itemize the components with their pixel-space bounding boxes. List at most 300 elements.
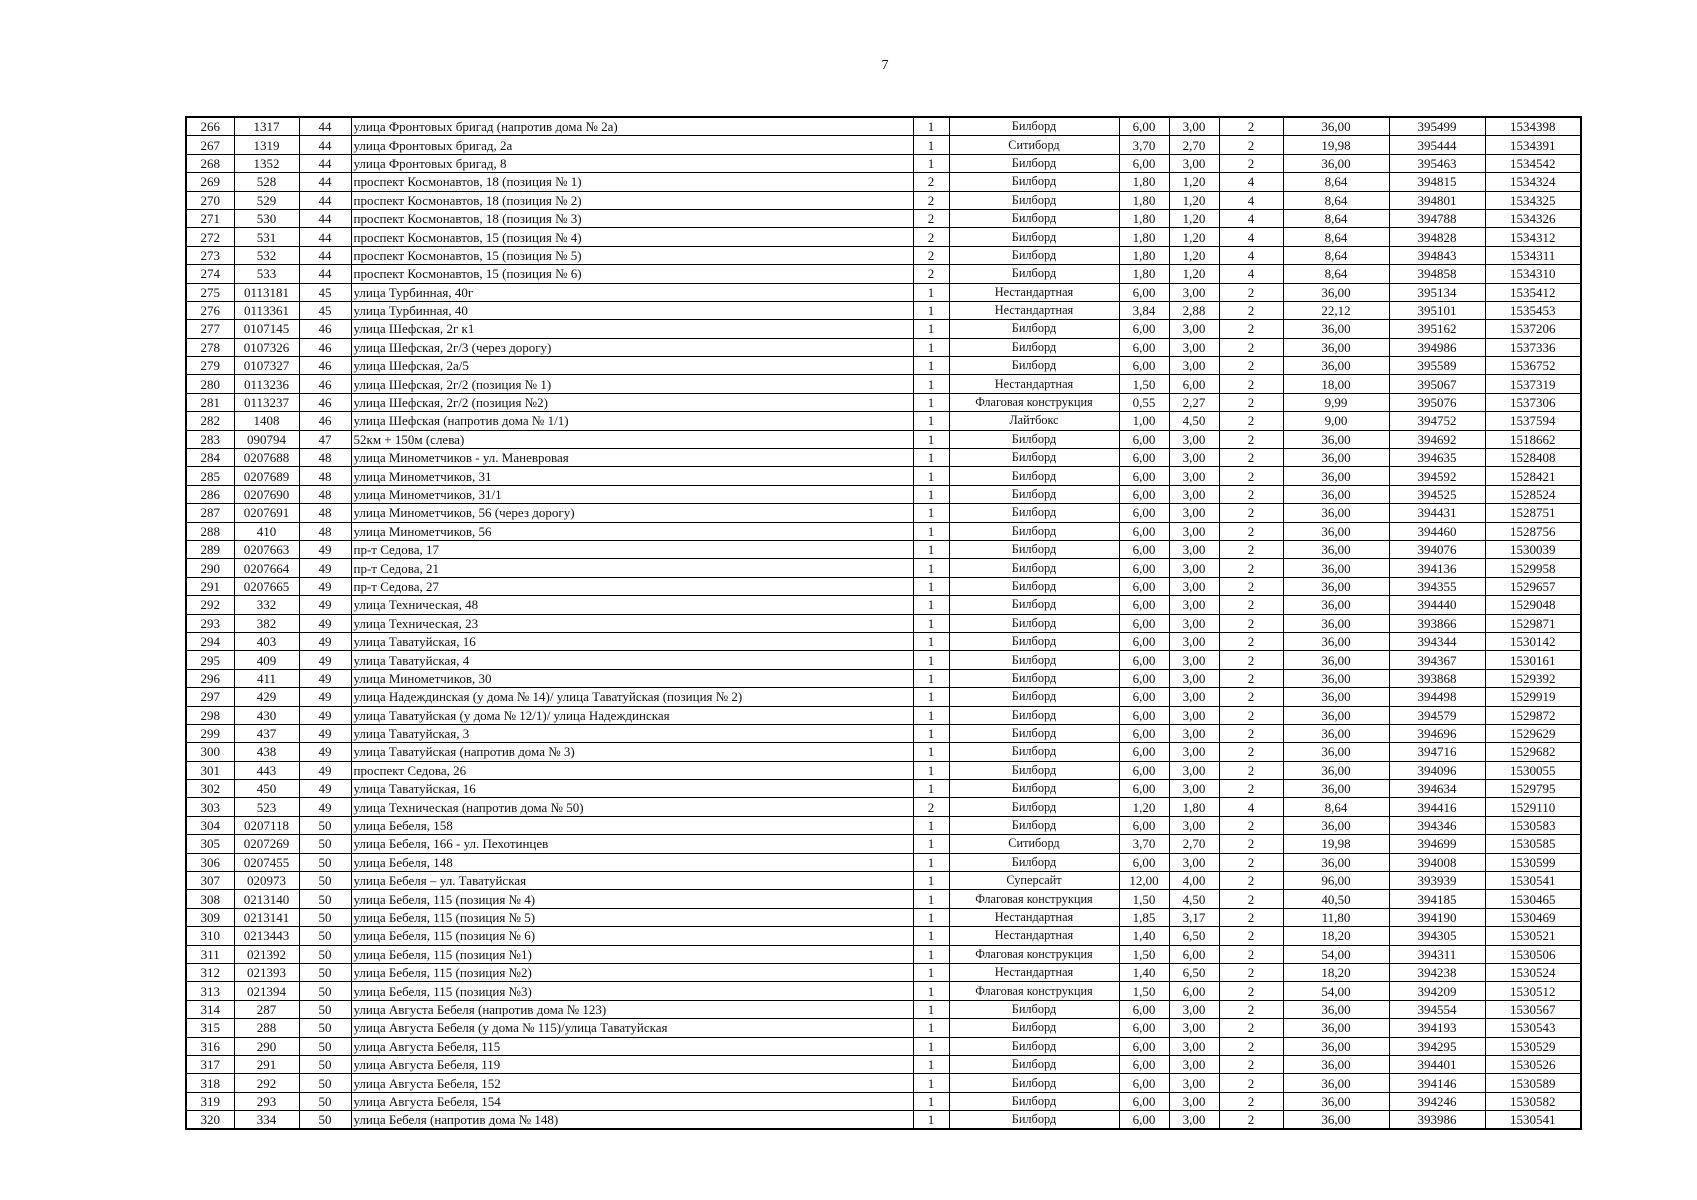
table-row	[186, 173, 1581, 191]
table-row	[186, 393, 1581, 411]
table-row	[186, 596, 1581, 614]
cell-width: 6,00	[1119, 651, 1169, 669]
cell-structure-type: Билборд	[949, 577, 1119, 595]
cell-zone-number: 50	[299, 1037, 351, 1055]
cell-structure-type: Флаговая конструкция	[949, 890, 1119, 908]
cell-width: 6,00	[1119, 1055, 1169, 1073]
cell-address: улица Бебеля, 166 - ул. Пехотинцев	[351, 835, 913, 853]
cell-row-number: 306	[186, 853, 234, 871]
cell-structure-type: Билборд	[949, 669, 1119, 687]
cell-height: 3,00	[1169, 357, 1219, 375]
cell-height: 3,00	[1169, 688, 1219, 706]
cell-coord-x: 394008	[1389, 853, 1485, 871]
table-row	[186, 651, 1581, 669]
cell-faces-count: 2	[1219, 430, 1283, 448]
cell-coord-x: 394858	[1389, 265, 1485, 283]
cell-width: 6,00	[1119, 596, 1169, 614]
cell-height: 1,20	[1169, 173, 1219, 191]
cell-sides-count: 1	[913, 872, 949, 890]
cell-sides-count: 1	[913, 614, 949, 632]
cell-height: 1,80	[1169, 798, 1219, 816]
cell-row-number: 289	[186, 540, 234, 558]
table-body	[186, 117, 1581, 1129]
cell-zone-number: 50	[299, 890, 351, 908]
cell-faces-count: 2	[1219, 816, 1283, 834]
cell-coord-x: 393986	[1389, 1111, 1485, 1130]
cell-faces-count: 2	[1219, 761, 1283, 779]
cell-faces-count: 2	[1219, 872, 1283, 890]
cell-structure-type: Флаговая конструкция	[949, 945, 1119, 963]
cell-coord-y: 1530567	[1485, 1000, 1581, 1018]
table-row	[186, 559, 1581, 577]
cell-sides-count: 1	[913, 301, 949, 319]
cell-width: 6,00	[1119, 632, 1169, 650]
cell-faces-count: 2	[1219, 375, 1283, 393]
table-row	[186, 1019, 1581, 1037]
cell-width: 1,40	[1119, 963, 1169, 981]
cell-sides-count: 2	[913, 265, 949, 283]
cell-structure-code: 532	[234, 246, 299, 264]
cell-coord-x: 394460	[1389, 522, 1485, 540]
cell-sides-count: 2	[913, 228, 949, 246]
cell-faces-count: 2	[1219, 927, 1283, 945]
cell-coord-x: 394788	[1389, 209, 1485, 227]
cell-address: проспект Космонавтов, 18 (позиция № 3)	[351, 209, 913, 227]
cell-structure-code: 0113361	[234, 301, 299, 319]
cell-width: 1,00	[1119, 412, 1169, 430]
cell-width: 6,00	[1119, 540, 1169, 558]
cell-structure-code: 523	[234, 798, 299, 816]
cell-area: 36,00	[1283, 320, 1389, 338]
cell-coord-y: 1528524	[1485, 485, 1581, 503]
table-row	[186, 540, 1581, 558]
cell-sides-count: 1	[913, 577, 949, 595]
cell-height: 1,20	[1169, 246, 1219, 264]
cell-structure-code: 411	[234, 669, 299, 687]
cell-address: улица Минометчиков, 30	[351, 669, 913, 687]
cell-width: 1,80	[1119, 173, 1169, 191]
cell-sides-count: 1	[913, 982, 949, 1000]
table-row	[186, 117, 1581, 136]
table-row	[186, 191, 1581, 209]
cell-area: 8,64	[1283, 246, 1389, 264]
cell-structure-type: Билборд	[949, 706, 1119, 724]
cell-address: проспект Космонавтов, 15 (позиция № 5)	[351, 246, 913, 264]
cell-faces-count: 2	[1219, 1074, 1283, 1092]
cell-address: 52км + 150м (слева)	[351, 430, 913, 448]
cell-width: 6,00	[1119, 577, 1169, 595]
cell-faces-count: 2	[1219, 706, 1283, 724]
cell-area: 36,00	[1283, 688, 1389, 706]
cell-structure-code: 287	[234, 1000, 299, 1018]
cell-row-number: 319	[186, 1092, 234, 1110]
cell-address: улица Августа Бебеля, 115	[351, 1037, 913, 1055]
cell-row-number: 320	[186, 1111, 234, 1130]
cell-height: 1,20	[1169, 265, 1219, 283]
cell-address: улица Турбинная, 40г	[351, 283, 913, 301]
cell-zone-number: 50	[299, 927, 351, 945]
cell-height: 3,00	[1169, 614, 1219, 632]
cell-zone-number: 45	[299, 283, 351, 301]
cell-area: 36,00	[1283, 853, 1389, 871]
cell-zone-number: 46	[299, 375, 351, 393]
cell-address: улица Бебеля, 115 (позиция № 4)	[351, 890, 913, 908]
table-row	[186, 890, 1581, 908]
cell-structure-type: Билборд	[949, 651, 1119, 669]
cell-zone-number: 45	[299, 301, 351, 319]
cell-address: улица Бебеля, 148	[351, 853, 913, 871]
cell-structure-code: 403	[234, 632, 299, 650]
cell-faces-count: 2	[1219, 136, 1283, 154]
cell-sides-count: 1	[913, 338, 949, 356]
cell-coord-x: 394311	[1389, 945, 1485, 963]
cell-structure-code: 0213141	[234, 908, 299, 926]
cell-structure-type: Билборд	[949, 173, 1119, 191]
cell-sides-count: 1	[913, 908, 949, 926]
cell-structure-code: 0207663	[234, 540, 299, 558]
cell-height: 3,00	[1169, 669, 1219, 687]
cell-coord-y: 1530055	[1485, 761, 1581, 779]
cell-area: 36,00	[1283, 669, 1389, 687]
cell-coord-x: 394986	[1389, 338, 1485, 356]
cell-area: 8,64	[1283, 173, 1389, 191]
cell-faces-count: 2	[1219, 467, 1283, 485]
cell-coord-x: 394696	[1389, 724, 1485, 742]
cell-width: 1,20	[1119, 798, 1169, 816]
cell-height: 3,17	[1169, 908, 1219, 926]
cell-row-number: 305	[186, 835, 234, 853]
cell-sides-count: 1	[913, 522, 949, 540]
cell-sides-count: 1	[913, 117, 949, 136]
cell-address: улица Таватуйская (напротив дома № 3)	[351, 743, 913, 761]
table-row	[186, 780, 1581, 798]
cell-structure-type: Билборд	[949, 559, 1119, 577]
cell-height: 3,00	[1169, 540, 1219, 558]
cell-faces-count: 2	[1219, 945, 1283, 963]
cell-sides-count: 1	[913, 632, 949, 650]
cell-coord-x: 394440	[1389, 596, 1485, 614]
cell-width: 6,00	[1119, 706, 1169, 724]
cell-structure-code: 0107326	[234, 338, 299, 356]
cell-address: улица Бебеля, 115 (позиция №1)	[351, 945, 913, 963]
cell-zone-number: 48	[299, 449, 351, 467]
cell-zone-number: 49	[299, 761, 351, 779]
cell-zone-number: 46	[299, 412, 351, 430]
cell-coord-y: 1528756	[1485, 522, 1581, 540]
cell-width: 6,00	[1119, 816, 1169, 834]
cell-structure-type: Флаговая конструкция	[949, 982, 1119, 1000]
cell-width: 6,00	[1119, 338, 1169, 356]
cell-coord-x: 394190	[1389, 908, 1485, 926]
cell-address: улица Августа Бебеля, 154	[351, 1092, 913, 1110]
cell-structure-code: 382	[234, 614, 299, 632]
cell-height: 3,00	[1169, 449, 1219, 467]
cell-structure-type: Билборд	[949, 1037, 1119, 1055]
cell-coord-x: 394355	[1389, 577, 1485, 595]
cell-sides-count: 1	[913, 669, 949, 687]
cell-coord-y: 1535453	[1485, 301, 1581, 319]
table-row	[186, 504, 1581, 522]
table-row	[186, 522, 1581, 540]
cell-structure-code: 443	[234, 761, 299, 779]
cell-zone-number: 44	[299, 154, 351, 172]
cell-address: проспект Седова, 26	[351, 761, 913, 779]
cell-sides-count: 1	[913, 320, 949, 338]
cell-coord-x: 394193	[1389, 1019, 1485, 1037]
table-row	[186, 853, 1581, 871]
table-row	[186, 945, 1581, 963]
cell-row-number: 309	[186, 908, 234, 926]
cell-area: 36,00	[1283, 743, 1389, 761]
cell-structure-code: 290	[234, 1037, 299, 1055]
cell-structure-code: 0207455	[234, 853, 299, 871]
cell-faces-count: 2	[1219, 651, 1283, 669]
cell-area: 19,98	[1283, 136, 1389, 154]
cell-zone-number: 44	[299, 191, 351, 209]
cell-height: 3,00	[1169, 1000, 1219, 1018]
cell-height: 3,00	[1169, 283, 1219, 301]
cell-zone-number: 50	[299, 1019, 351, 1037]
cell-structure-type: Билборд	[949, 798, 1119, 816]
cell-structure-code: 533	[234, 265, 299, 283]
cell-structure-type: Билборд	[949, 1111, 1119, 1130]
cell-structure-code: 021392	[234, 945, 299, 963]
cell-zone-number: 49	[299, 559, 351, 577]
cell-height: 2,27	[1169, 393, 1219, 411]
cell-address: проспект Космонавтов, 18 (позиция № 2)	[351, 191, 913, 209]
cell-coord-y: 1530529	[1485, 1037, 1581, 1055]
cell-address: улица Бебеля, 158	[351, 816, 913, 834]
cell-zone-number: 50	[299, 1092, 351, 1110]
cell-zone-number: 50	[299, 908, 351, 926]
cell-coord-y: 1528421	[1485, 467, 1581, 485]
cell-row-number: 277	[186, 320, 234, 338]
cell-sides-count: 1	[913, 1074, 949, 1092]
cell-coord-y: 1536752	[1485, 357, 1581, 375]
cell-zone-number: 50	[299, 963, 351, 981]
cell-coord-x: 394076	[1389, 540, 1485, 558]
cell-coord-y: 1530582	[1485, 1092, 1581, 1110]
cell-coord-y: 1530521	[1485, 927, 1581, 945]
cell-area: 9,00	[1283, 412, 1389, 430]
cell-structure-code: 020973	[234, 872, 299, 890]
cell-width: 6,00	[1119, 357, 1169, 375]
cell-structure-code: 529	[234, 191, 299, 209]
cell-sides-count: 1	[913, 835, 949, 853]
cell-faces-count: 4	[1219, 209, 1283, 227]
cell-coord-y: 1537594	[1485, 412, 1581, 430]
cell-address: проспект Космонавтов, 18 (позиция № 1)	[351, 173, 913, 191]
cell-area: 36,00	[1283, 522, 1389, 540]
cell-height: 3,00	[1169, 320, 1219, 338]
cell-structure-code: 292	[234, 1074, 299, 1092]
cell-structure-type: Билборд	[949, 320, 1119, 338]
cell-coord-y: 1528751	[1485, 504, 1581, 522]
cell-faces-count: 2	[1219, 540, 1283, 558]
cell-structure-code: 0207689	[234, 467, 299, 485]
cell-structure-type: Билборд	[949, 430, 1119, 448]
cell-faces-count: 2	[1219, 1092, 1283, 1110]
cell-zone-number: 50	[299, 1000, 351, 1018]
cell-sides-count: 1	[913, 890, 949, 908]
cell-sides-count: 1	[913, 927, 949, 945]
cell-structure-code: 531	[234, 228, 299, 246]
cell-coord-x: 395589	[1389, 357, 1485, 375]
cell-height: 6,50	[1169, 927, 1219, 945]
table-row	[186, 816, 1581, 834]
cell-structure-type: Билборд	[949, 1092, 1119, 1110]
cell-coord-y: 1529657	[1485, 577, 1581, 595]
cell-zone-number: 49	[299, 651, 351, 669]
cell-address: пр-т Седова, 21	[351, 559, 913, 577]
cell-sides-count: 1	[913, 375, 949, 393]
cell-width: 6,00	[1119, 1037, 1169, 1055]
cell-width: 6,00	[1119, 117, 1169, 136]
cell-zone-number: 49	[299, 743, 351, 761]
cell-sides-count: 1	[913, 853, 949, 871]
cell-coord-x: 394185	[1389, 890, 1485, 908]
cell-coord-y: 1529958	[1485, 559, 1581, 577]
cell-width: 1,80	[1119, 228, 1169, 246]
cell-row-number: 307	[186, 872, 234, 890]
cell-zone-number: 50	[299, 1111, 351, 1130]
cell-faces-count: 2	[1219, 780, 1283, 798]
cell-width: 3,70	[1119, 136, 1169, 154]
cell-faces-count: 2	[1219, 853, 1283, 871]
cell-area: 22,12	[1283, 301, 1389, 319]
cell-structure-code: 0107145	[234, 320, 299, 338]
cell-coord-y: 1530541	[1485, 872, 1581, 890]
cell-structure-type: Билборд	[949, 209, 1119, 227]
cell-address: улица Фронтовых бригад (напротив дома № 2а)	[351, 117, 913, 136]
cell-structure-code: 409	[234, 651, 299, 669]
cell-area: 54,00	[1283, 945, 1389, 963]
cell-width: 6,00	[1119, 283, 1169, 301]
cell-zone-number: 48	[299, 504, 351, 522]
cell-structure-code: 288	[234, 1019, 299, 1037]
cell-zone-number: 48	[299, 467, 351, 485]
cell-structure-type: Билборд	[949, 228, 1119, 246]
cell-address: проспект Космонавтов, 15 (позиция № 6)	[351, 265, 913, 283]
cell-height: 3,00	[1169, 154, 1219, 172]
cell-height: 4,50	[1169, 890, 1219, 908]
cell-sides-count: 1	[913, 412, 949, 430]
cell-coord-y: 1529795	[1485, 780, 1581, 798]
cell-address: улица Бебеля, 115 (позиция №2)	[351, 963, 913, 981]
cell-sides-count: 1	[913, 780, 949, 798]
cell-faces-count: 2	[1219, 688, 1283, 706]
cell-faces-count: 4	[1219, 191, 1283, 209]
cell-structure-type: Флаговая конструкция	[949, 393, 1119, 411]
cell-row-number: 279	[186, 357, 234, 375]
cell-row-number: 276	[186, 301, 234, 319]
cell-coord-y: 1518662	[1485, 430, 1581, 448]
cell-faces-count: 2	[1219, 577, 1283, 595]
cell-height: 3,00	[1169, 596, 1219, 614]
cell-coord-y: 1530512	[1485, 982, 1581, 1000]
cell-address: улица Августа Бебеля, 119	[351, 1055, 913, 1073]
cell-structure-code: 1319	[234, 136, 299, 154]
cell-width: 1,50	[1119, 945, 1169, 963]
cell-height: 3,00	[1169, 504, 1219, 522]
cell-structure-type: Билборд	[949, 614, 1119, 632]
cell-area: 36,00	[1283, 338, 1389, 356]
cell-width: 6,00	[1119, 853, 1169, 871]
table-row	[186, 1074, 1581, 1092]
cell-row-number: 267	[186, 136, 234, 154]
cell-structure-code: 1352	[234, 154, 299, 172]
cell-coord-x: 394209	[1389, 982, 1485, 1000]
cell-width: 1,50	[1119, 375, 1169, 393]
cell-width: 6,00	[1119, 761, 1169, 779]
cell-coord-x: 395134	[1389, 283, 1485, 301]
cell-row-number: 308	[186, 890, 234, 908]
cell-structure-type: Билборд	[949, 117, 1119, 136]
cell-width: 6,00	[1119, 669, 1169, 687]
cell-structure-type: Билборд	[949, 688, 1119, 706]
cell-structure-type: Билборд	[949, 853, 1119, 871]
cell-address: улица Минометчиков, 31/1	[351, 485, 913, 503]
cell-faces-count: 2	[1219, 963, 1283, 981]
cell-structure-type: Билборд	[949, 596, 1119, 614]
cell-coord-x: 394344	[1389, 632, 1485, 650]
cell-faces-count: 2	[1219, 908, 1283, 926]
cell-structure-type: Билборд	[949, 632, 1119, 650]
cell-coord-y: 1530599	[1485, 853, 1581, 871]
cell-address: улица Минометчиков, 56 (через дорогу)	[351, 504, 913, 522]
cell-row-number: 280	[186, 375, 234, 393]
cell-coord-x: 394801	[1389, 191, 1485, 209]
cell-height: 6,00	[1169, 945, 1219, 963]
cell-address: пр-т Седова, 27	[351, 577, 913, 595]
cell-address: улица Шефская, 2г/2 (позиция №2)	[351, 393, 913, 411]
cell-faces-count: 2	[1219, 320, 1283, 338]
table-row	[186, 614, 1581, 632]
cell-area: 36,00	[1283, 283, 1389, 301]
cell-address: улица Бебеля, 115 (позиция №3)	[351, 982, 913, 1000]
cell-coord-y: 1529872	[1485, 706, 1581, 724]
cell-area: 36,00	[1283, 449, 1389, 467]
cell-area: 96,00	[1283, 872, 1389, 890]
cell-coord-y: 1530543	[1485, 1019, 1581, 1037]
cell-area: 36,00	[1283, 651, 1389, 669]
cell-area: 36,00	[1283, 1111, 1389, 1130]
cell-width: 6,00	[1119, 559, 1169, 577]
cell-height: 6,00	[1169, 375, 1219, 393]
cell-area: 11,80	[1283, 908, 1389, 926]
cell-faces-count: 2	[1219, 154, 1283, 172]
cell-coord-x: 394525	[1389, 485, 1485, 503]
table-row	[186, 577, 1581, 595]
cell-sides-count: 1	[913, 596, 949, 614]
cell-structure-type: Билборд	[949, 1019, 1119, 1037]
cell-structure-type: Билборд	[949, 540, 1119, 558]
cell-address: улица Бебеля (напротив дома № 148)	[351, 1111, 913, 1130]
cell-faces-count: 2	[1219, 338, 1283, 356]
cell-area: 8,64	[1283, 798, 1389, 816]
cell-structure-code: 0113237	[234, 393, 299, 411]
cell-faces-count: 2	[1219, 1019, 1283, 1037]
table-row	[186, 908, 1581, 926]
cell-row-number: 310	[186, 927, 234, 945]
cell-coord-x: 395162	[1389, 320, 1485, 338]
cell-faces-count: 2	[1219, 724, 1283, 742]
cell-area: 36,00	[1283, 816, 1389, 834]
cell-area: 19,98	[1283, 835, 1389, 853]
cell-zone-number: 49	[299, 632, 351, 650]
cell-faces-count: 2	[1219, 890, 1283, 908]
cell-area: 36,00	[1283, 1019, 1389, 1037]
